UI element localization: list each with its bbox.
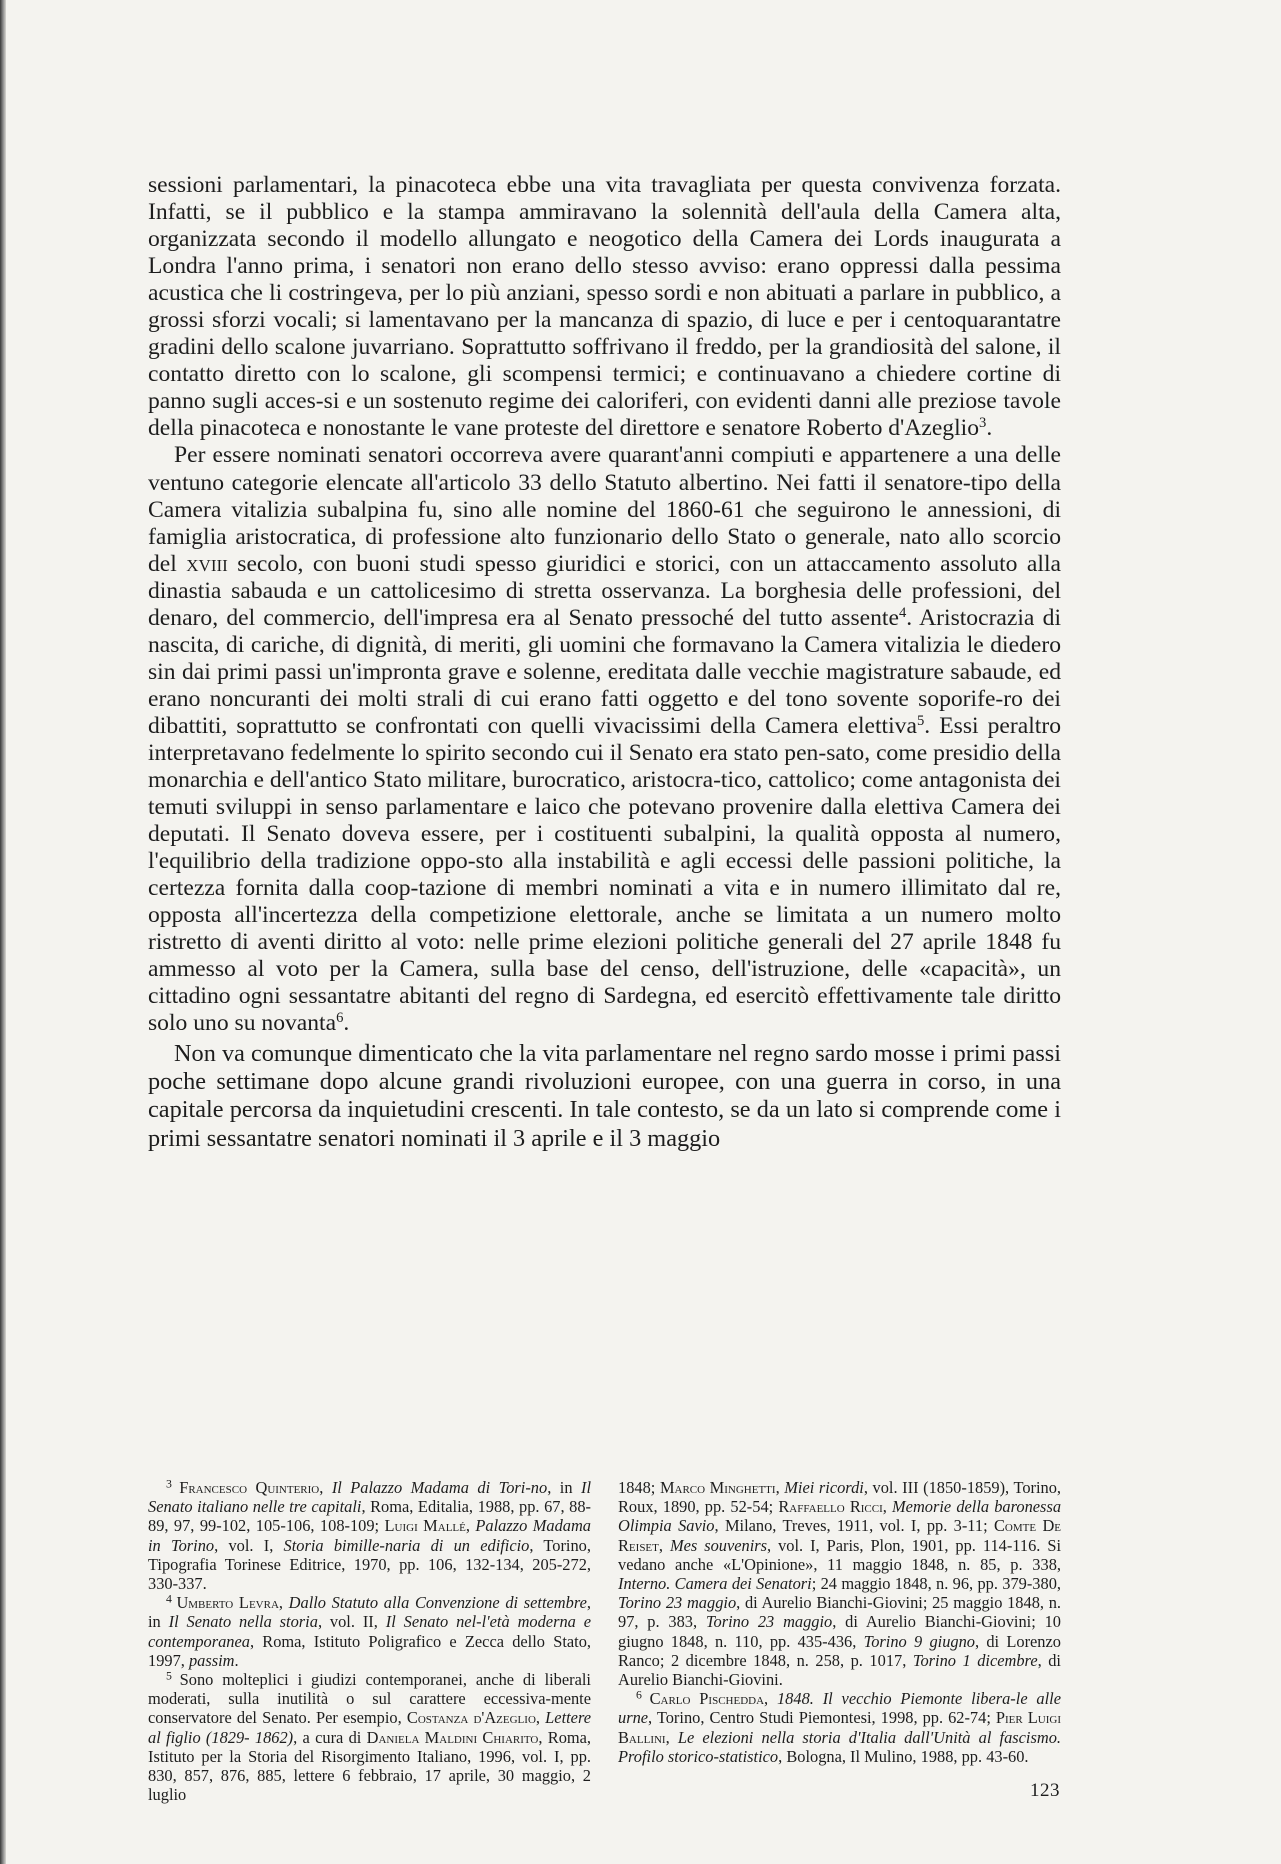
- footnote-ref-3[interactable]: 3: [979, 415, 987, 432]
- footnote-6: $^6$ Carlo Pischedda, 1848. Il vecchio Piemonte libera-le alle urne, Torino, Centro Studi Piemontesi, 1998, pp. 62-74; Pier Luigi Ballini, Le elezioni nella storia d'Italia dall'Unità al fascismo. Profilo storico-statistico, Bologna, Il Mulino, 1988, pp. 43-60.: [618, 1687, 1062, 1766]
- footnote-number: 6: [636, 1687, 650, 1702]
- body-text: [148, 172, 1061, 1153]
- footnote-number: 5: [166, 1668, 180, 1683]
- footnote-ref-5[interactable]: 5: [916, 712, 925, 729]
- footnote-continuation: 1848; Marco Minghetti, Miei ricordi, vol. III (1850-1859), Torino, Roux, 1890, pp. 52-54; Raffaello Ricci, Memorie della baronessa Olimpia Savio, Milano, Treves, 1911, vol. I, pp. 3-11; Comte De Reiset, Mes souvenirs, vol. I, Paris, Plon, 1901, pp. 114-116. Si vedano anche «L'Opinione», 11 maggio 1848, n. 85, p. 338, Interno. Camera dei Senatori; 24 maggio 1848, n. 96, pp. 379-380, Torino 23 maggio, di Aurelio Bianchi-Giovini; 25 maggio 1848, n. 97, p. 383, Torino 23 maggio, di Aurelio Bianchi-Giovini; 10 giugno 1848, n. 110, pp. 435-436, Torino 9 giugno, di Lorenzo Ranco; 2 dicembre 1848, n. 258, p. 1017, Torino 1 dicembre, di Aurelio Bianchi-Giovini.: [618, 1478, 1062, 1690]
- paragraph-2: Per essere nominati senatori occorreva avere quarant'anni compiuti e appartenere a una delle ventuno categorie elencate all'articolo 33 dello Statuto albertino. Nei fatti il senatore-tipo della Camera vitalizia subalpina fu, sino alle nomine del 1860-61 che seguirono le annessioni, di famiglia aristocratica, di professione alto funzionario dello Stato o generale, nato allo scorcio del xviii secolo, con buoni studi spesso giuridici e storici, con un attaccamento assoluto alla dinastia sabauda e un cattolicesimo di stretta osservanza. La borghesia delle professioni, del denaro, del commercio, dell'impresa era al Senato pressoché del tutto assente$^4$. Aristocrazia di nascita, di cariche, di dignità, di meriti, gli uomini che formavano la Camera vitalizia le diedero sin dai primi passi un'impronta grave e solenne, ereditata dalle vecchie magistrature sabaude, ed erano noncuranti dei molti strali di cui erano fatti oggetto e del tono sovente soporife-ro dei dibattiti, soprattutto se confrontati con quelli vivacissimi della Camera elettiva$^5$. Essi peraltro interpretavano fedelmente lo spirito secondo cui il Senato era stato pen-sato, come presidio della monarchia e dell'antico Stato militare, burocratico, aristocra-tico, cattolico; come antagonista dei temuti sviluppi in senso parlamentare e laico che potevano provenire dalla elettiva Camera dei deputati. Il Senato doveva essere, per i costituenti subalpini, la qualità opposta al numero, l'equilibrio della tradizione oppo-sto alla instabilità e agli eccessi delle passioni politiche, la certezza fornita dalla coop-tazione di membri nominati a vita e in numero illimitato dal re, opposta all'incertezza della competizione elettorale, anche se limitata a un numero molto ristretto di aventi diritto al voto: nelle prime elezioni politiche generali del 27 aprile 1848 fu ammesso al voto per la Camera, sulla base del censo, dell'istruzione, delle «capacità», un cittadino ogni sessantatre abitanti del regno di Sardegna, ed esercitò effettivamente tale diritto solo uno su novanta$^6$.: [148, 442, 1061, 1037]
- century-numeral: xviii: [186, 550, 228, 577]
- footnote-4: $^4$ Umberto Levra, Dallo Statuto alla Convenzione di settembre, in Il Senato nella storia, vol. II, Il Senato nel-l'età moderna e contemporanea, Roma, Istituto Poligrafico e Zecca dello Stato, 1997, passim.: [148, 1591, 591, 1670]
- page-edge-shadow: [0, 0, 6, 1864]
- page-number: 123: [1030, 1780, 1060, 1801]
- footnote-ref-4[interactable]: 4: [898, 604, 907, 621]
- footnotes: [148, 1478, 1061, 1804]
- footnote-5: $^5$ Sono molteplici i giudizi contemporanei, anche di liberali moderati, sulla inutilità o sul carattere eccessiva-mente conservatore del Senato. Per esempio, Costanza d'Azeglio, Lettere al figlio (1829- 1862), a cura di Daniela Maldini Chiarito, Roma, Istituto per la Storia del Risorgimento Italiano, 1996, vol. I, pp. 830, 857, 876, 885, lettere 6 febbraio, 17 aprile, 30 maggio, 2 luglio: [148, 1668, 592, 1805]
- footnote-number: 3: [166, 1476, 180, 1491]
- footnote-3: $^3$ Francesco Quinterio, Il Palazzo Madama di Tori-no, in Il Senato italiano nelle tre capitali, Roma, Editalia, 1988, pp. 67, 88-89, 97, 99-102, 105-106, 108-109; Luigi Mallé, Palazzo Madama in Torino, vol. I, Storia bimille-naria di un edificio, Torino, Tipografia Torinese Editrice, 1970, pp. 106, 132-134, 205-272, 330-337.: [148, 1476, 591, 1594]
- footnote-ref-6[interactable]: 6: [336, 1010, 344, 1027]
- paragraph-1: sessioni parlamentari, la pinacoteca ebbe una vita travagliata per questa convivenza forzata. Infatti, se il pubblico e la stampa ammiravano la solennità dell'aula della Camera alta, organizzata secondo il modello allungato e neogotico della Camera dei Lords inaugurata a Londra l'anno prima, i senatori non erano dello stesso avviso: erano oppressi dalla pessima acustica che li costringeva, per lo più anziani, spesso sordi e non abituati a parlare in pubblico, a grossi sforzi vocali; si lamentavano per la mancanza di spazio, di luce e per i centoquarantatre gradini dello scalone juvarriano. Soprattutto soffrivano il freddo, per la grandiosità del salone, il contatto diretto con lo scalone, gli scompensi termici; e continuavano a chiedere cortine di panno sugli acces-si e un sostenuto regime dei caloriferi, con evidenti danni alle preziose tavole della pinacoteca e nonostante le vane proteste del direttore e senatore Roberto d'Azeglio$^3$.: [148, 172, 1061, 442]
- footnotes-left-column: [148, 1478, 591, 1804]
- footnote-number: 4: [166, 1591, 177, 1606]
- footnotes-right-column: [618, 1478, 1061, 1804]
- paragraph-3: Non va comunque dimenticato che la vita parlamentare nel regno sardo mosse i primi passi poche settimane dopo alcune grandi rivoluzioni europee, con una guerra in corso, in una capitale percorsa da inquietudini crescenti. In tale contesto, se da un lato si comprende come i primi sessantatre senatori nominati il 3 aprile e il 3 maggio: [148, 1039, 1061, 1152]
